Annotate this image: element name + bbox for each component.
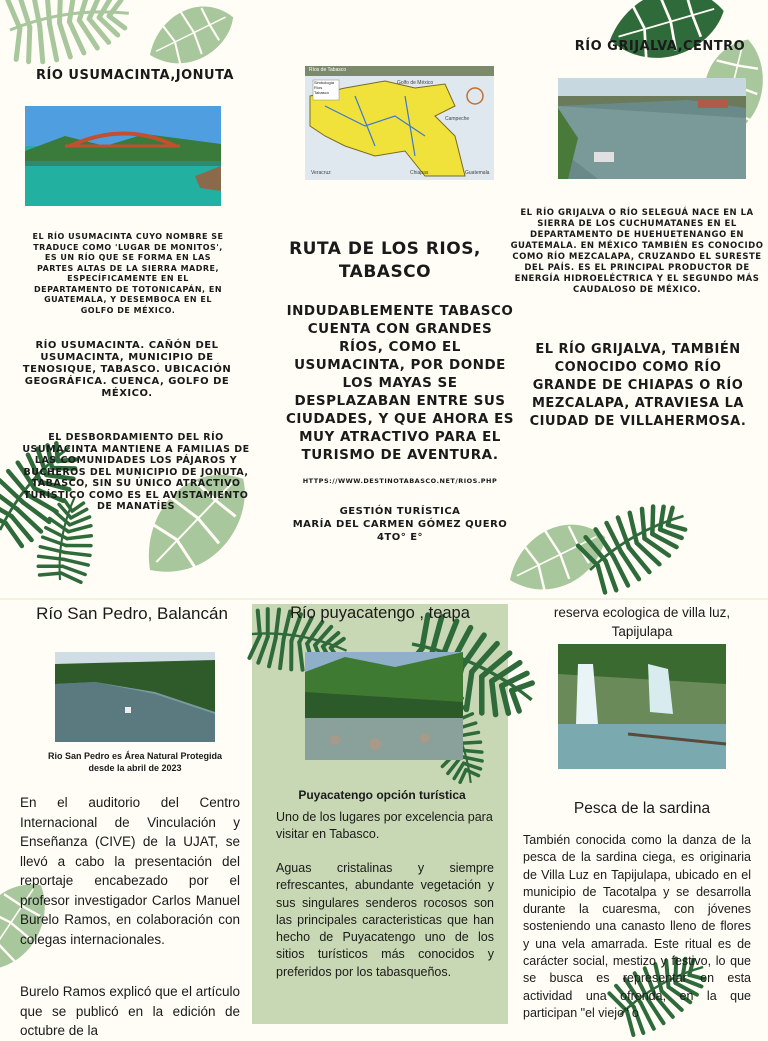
route-title [280,238,490,284]
puyacatengo-river-photo [305,652,463,760]
credit-grade: 4TO° E° [376,532,424,543]
credit-subject: GESTIÓN TURÍSTICA [339,506,461,517]
grijalva-river-photo [558,78,746,179]
usumacinta-bridge-photo [25,106,221,206]
puyacatengo-subtitle: Puyacatengo opción turística [298,788,466,802]
grijalva-paragraph-1: EL RÍO GRIJALVA O RÍO SELEGUÁ NACE EN LA SIERRA DE LOS CUCHUMATANES EN EL DEPARTAMENTO DE HUEHUETENANGO EN GUATEMALA. EN MÉXICO TAMBIÉN ES CONOCIDO COMO RÍO MEZCALAPA, CRUZANDO EL SURESTE DEL PAÍS. ES EL PRINCIPAL PRODUCTOR DE ENERGÍA HIDROELÉCTRICA Y EL SEGUNDO MÁS CAUDALOSO DE MÉXICO. [510,208,764,295]
usumacinta-paragraph-1: EL RÍO USUMACINTA CUYO NOMBRE SE TRADUCE COMO 'LUGAR DE MONITOS', ES UN RÍO QUE SE FORMA EN LAS PARTES ALTAS DE LA SIERRA MADRE, ESPECÍFICAMENTE EN EL DEPARTAMENTO DE TOTONICAPÁN, EN GUATEMALA, Y DESEMBOCA EN EL GOLFO DE MÉXICO. [32,232,224,315]
route-title-line2: TABASCO [338,262,432,282]
puyacatengo-paragraph-1: Uno de los lugares por excelencia para visitar en Tabasco. [276,810,493,841]
route-title-line1: RUTA DE LOS RIOS, [289,239,481,259]
sardina-paragraph: También conocida como la danza de la pesca de la sardina ciega, es originaria de Villa Luz en Tapijulapa, ubicado en el municipio de Tacotalpa y se desarrolla durante la cuaresma, con jóvenes sosteniendo una canasto lleno de flores y una vela amarrada. Este ritual es de carácter social, mestizo y festivo, lo que se busca es representar en esta actividad una ofrenda, en la que participan "el viejo" o [523,833,751,1020]
usumacinta-paragraph-2: RÍO USUMACINTA. CAÑÓN DEL USUMACINTA, MUNICIPIO DE TENOSIQUE, TABASCO. UBICACIÓN GEOGRÁFICA. CUENCA, GOLFO DE MÉXICO. [22,340,232,399]
map-legend-title: Simbología [314,80,335,85]
map-legend [314,80,334,95]
credit-author: MARÍA DEL CARMEN GÓMEZ QUERO [292,519,508,530]
san-pedro-caption: Rio San Pedro es Área Natural Protegida desde la abril de 2023 [47,751,223,773]
map-chiapas-label: Chiapas [410,170,429,176]
page-divider [0,598,768,600]
map-campeche-label: Campeche [445,116,470,122]
map-gulf-label: Golfo de México [397,80,434,86]
map-title: Ríos de Tabasco [309,67,347,73]
san-pedro-river-photo [55,652,215,742]
route-body: INDUDABLEMENTE TABASCO CUENTA CON GRANDES RÍOS, COMO EL USUMACINTA, POR DONDE LOS MAYAS SE DESPLAZABAN ENTRE SUS CIUDADES, Y QUE AHORA ES MUY ATRACTIVO PARA EL TURISMO DE AVENTURA. [285,303,515,463]
map-veracruz-label: Veracruz [311,170,331,176]
map-legend-rivers: Ríos [314,85,323,90]
palm-leaf-icon [510,500,768,595]
map-guatemala-label: Guatemala [465,170,490,176]
source-link[interactable]: HTTPS://WWW.DESTINOTABASCO.NET/RIOS.PHP [302,477,498,485]
tabasco-map [305,66,494,180]
san-pedro-title: Río San Pedro, Balancán [36,604,228,623]
sardina-subtitle: Pesca de la sardina [573,800,711,817]
credits [290,505,510,544]
villa-luz-waterfall-photo [558,644,726,769]
grijalva-paragraph-2: EL RÍO GRIJALVA, TAMBIÉN CONOCIDO COMO RÍO GRANDE DE CHIAPAS O RÍO MEZCALAPA, ATRAVIESA LA CIUDAD DE VILLAHERMOSA. [529,342,747,429]
grijalva-title: RÍO GRIJALVA,CENTRO [574,39,746,54]
puyacatengo-paragraph-2: Aguas cristalinas y siempre refrescantes, abundante vegetación y sus singulares senderos rocosos son las principales caracteristicas que han hecho de Puyacatengo uno de los sitios turísticos más conocidos y preferidos por los tabasqueños. [276,861,494,979]
villa-luz-title: reserva ecologica de villa luz, Tapijulapa [553,605,731,639]
san-pedro-paragraph-2: Burelo Ramos explicó que el artículo que se publicó en la edición de octubre de la [20,984,240,1038]
usumacinta-paragraph-3: EL DESBORDAMIENTO DEL RÍO USUMACINTA MANTIENE A FAMILIAS DE LAS COMUNIDADES LOS PÁJAROS Y BUCHEROS DEL MUNICIPIO DE JONUTA, TABASCO, SIN SU ÚNICO ATRACTIVO TURÍSTICO COMO ES EL AVISTAMIENTO DE MANATÍES [22,432,250,512]
map-legend-tabasco: Tabasco [314,90,329,95]
san-pedro-paragraph-1: En el auditorio del Centro Internacional de Vinculación y Enseñanza (CIVE) de la UJAT, se llevó a cabo la presentación del reportaje encabezado por el profesor investigador Carlos Manuel Burelo Ramos, en colaboración con colegas internacionales. [20,795,240,947]
puyacatengo-title: Río puyacatengo , teapa [290,604,470,622]
usumacinta-title: RÍO USUMACINTA,JONUTA [36,68,234,83]
